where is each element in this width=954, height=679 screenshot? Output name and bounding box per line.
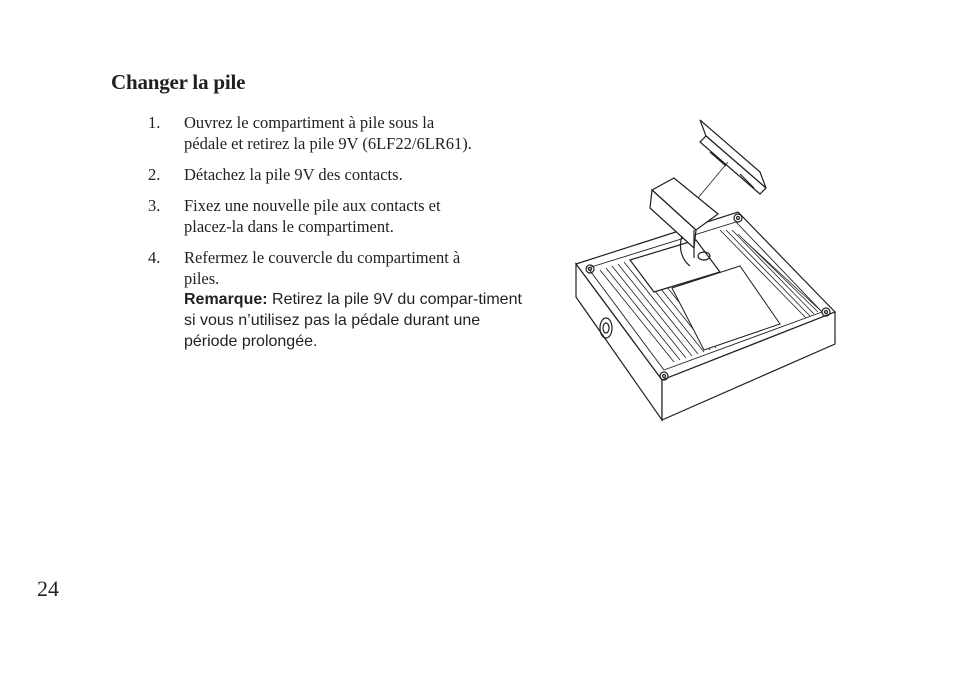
note [184, 289, 529, 352]
step-number: 4. [148, 248, 161, 267]
step-text-line: Fixez une nouvelle pile aux contacts et [184, 196, 441, 215]
step-text-line: pédale et retirez la pile 9V (6LF22/6LR61). [184, 134, 472, 153]
step-text-line: placez-la dans le compartiment. [184, 217, 394, 236]
note-label: Remarque: [184, 291, 268, 308]
list-item [148, 247, 533, 352]
step-number: 1. [148, 113, 161, 132]
pedal-battery-illustration [570, 112, 842, 430]
step-text-line: Détachez la pile 9V des contacts. [184, 165, 403, 184]
page-number: 24 [37, 576, 59, 601]
list-item [148, 164, 533, 185]
note-text: Retirez la pile 9V du compar-timent si vous n’utilisez pas la pédale durant une période prolongée. [184, 291, 522, 350]
list-item [148, 195, 533, 237]
instruction-list [148, 112, 533, 362]
list-item [148, 112, 533, 154]
step-text-line: piles. [184, 269, 220, 288]
step-text-line: Refermez le couvercle du compartiment à [184, 248, 461, 267]
step-number: 2. [148, 165, 161, 184]
step-number: 3. [148, 196, 161, 215]
section-heading: Changer la pile [111, 70, 246, 94]
step-text-line: Ouvrez le compartiment à pile sous la [184, 113, 435, 132]
